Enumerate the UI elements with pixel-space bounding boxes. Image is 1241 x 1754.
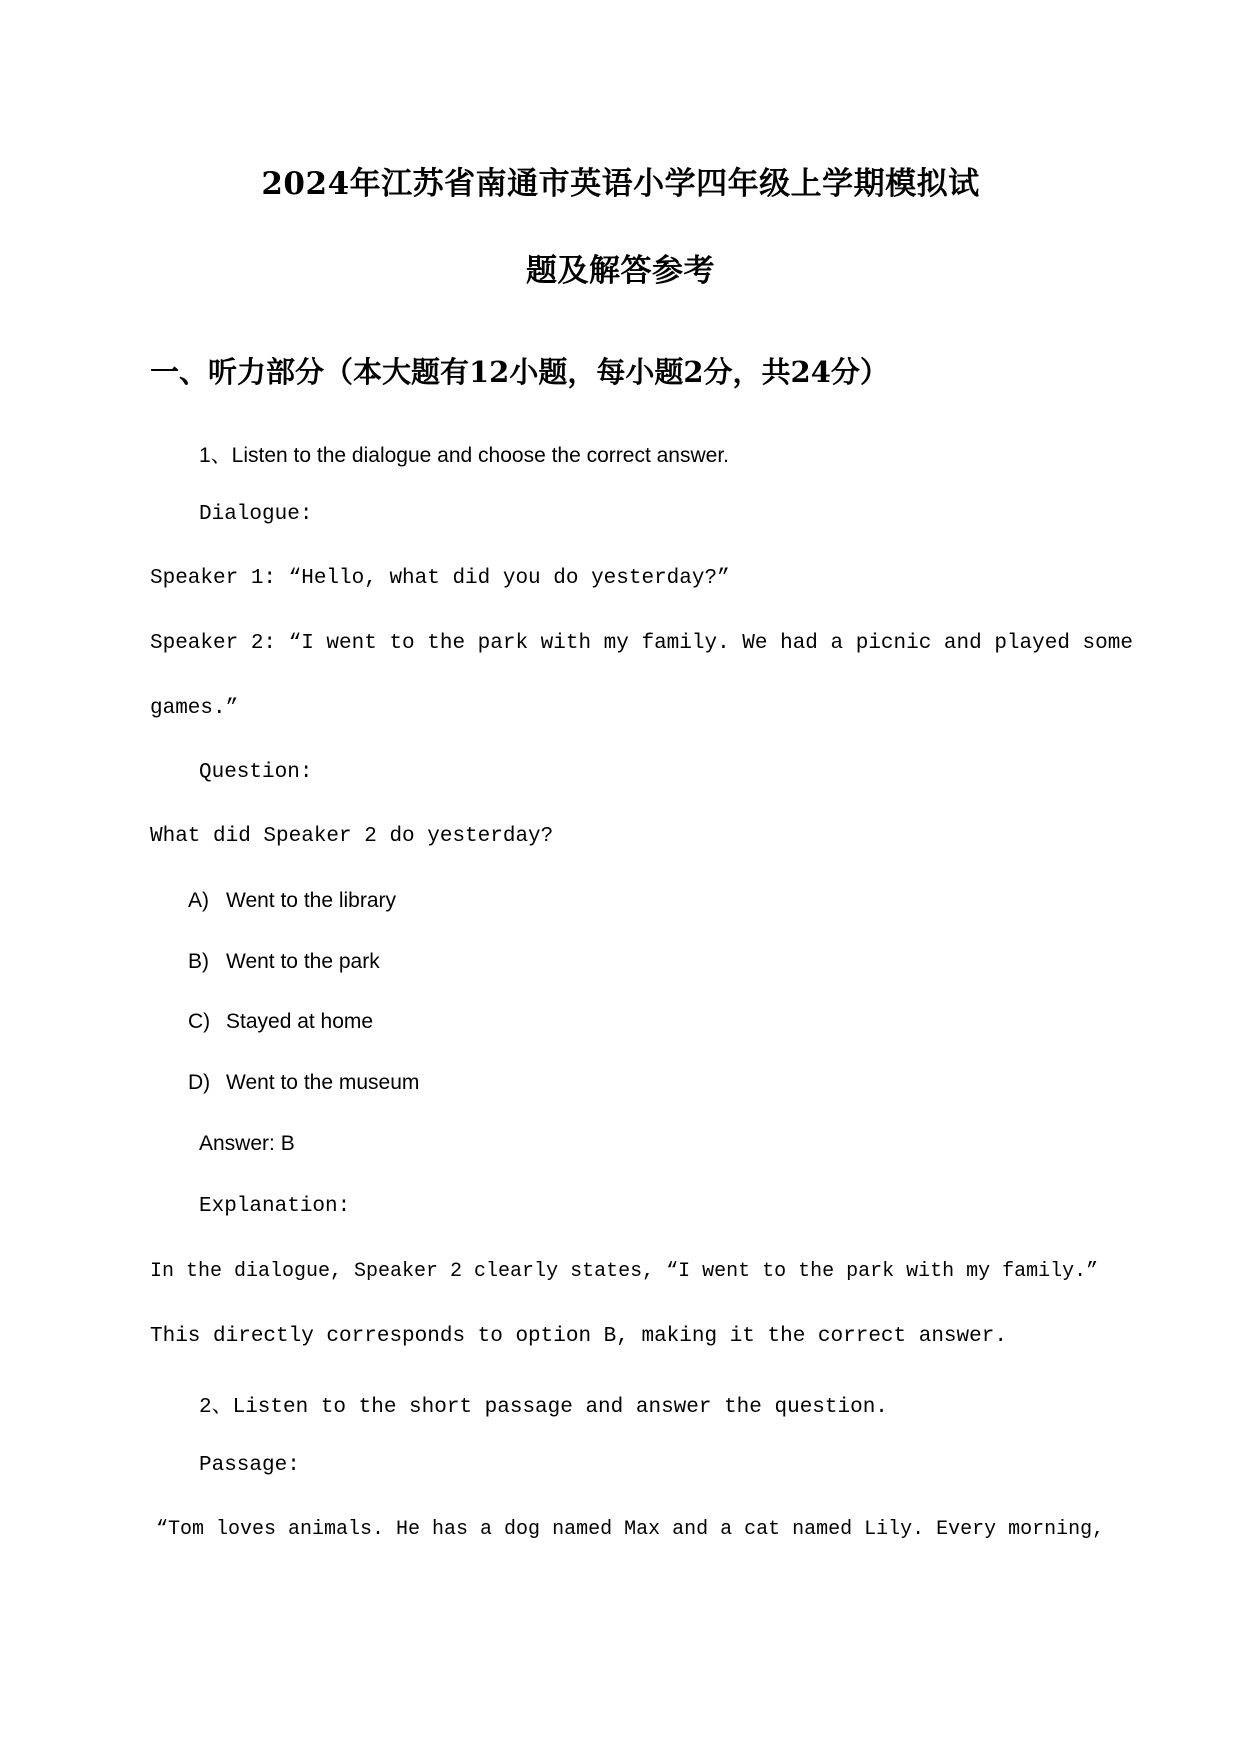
option-d [188,1071,419,1095]
explanation-line-1: In the dialogue, Speaker 2 clearly states, “I went to the park with my family.” [150,1260,1099,1283]
answer-line: Answer: B [199,1132,295,1155]
explanation-line-2: This directly corresponds to option B, making it the correct answer. [150,1325,1007,1348]
passage-label: Passage: [199,1454,300,1477]
option-a-label: A) [188,889,209,912]
passage-line-1: “Tom loves animals. He has a dog named Max and a cat named Lily. Every morning, [156,1518,1105,1541]
option-a-text: Went to the library [226,889,397,912]
section-heading-listening: 一、听力部分（本大题有12小题，每小题2分，共24分） [150,355,889,389]
speaker-2-line-continued: games.” [150,697,239,720]
option-a [188,889,396,913]
option-c-label: C) [188,1010,211,1033]
question-label: Question: [199,761,313,784]
question-text: What did Speaker 2 do yesterday? [150,825,554,848]
option-c-text: Stayed at home [226,1010,374,1033]
option-b-label: B) [188,950,209,973]
question-1-prompt: 1、Listen to the dialogue and choose the correct answer. [199,444,730,467]
speaker-1-line: Speaker 1: “Hello, what did you do yesterday?” [150,567,730,590]
option-b [188,950,380,974]
speaker-2-line: Speaker 2: “I went to the park with my family. We had a picnic and played some [150,632,1133,655]
explanation-label: Explanation: [199,1195,351,1218]
option-d-text: Went to the museum [226,1071,420,1094]
document-title-line-2: 题及解答参考 [526,253,715,289]
option-d-label: D) [188,1071,211,1094]
option-b-text: Went to the park [226,950,380,973]
document-title-line-1: 2024年江苏省南通市英语小学四年级上学期模拟试 [261,166,980,202]
dialogue-label: Dialogue: [199,503,313,526]
option-c [188,1010,373,1034]
question-2-prompt: 2、Listen to the short passage and answer the question. [199,1396,888,1419]
